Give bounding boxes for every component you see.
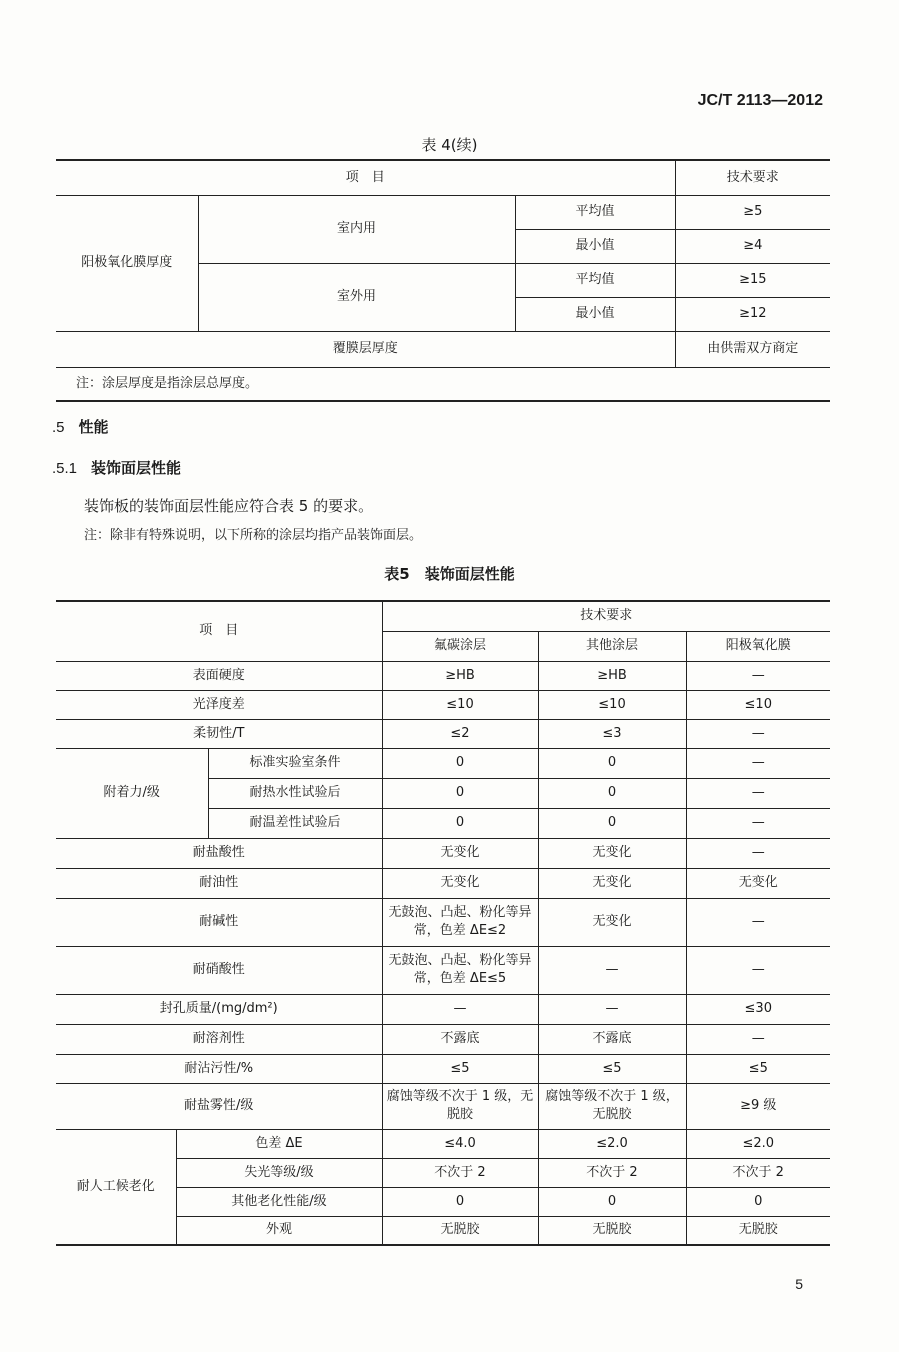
section-heading-5-1 <box>52 457 181 478</box>
table5-cell: — <box>686 1024 830 1054</box>
row-label: 光泽度差 <box>56 690 382 719</box>
table4-cell: ≥15 <box>675 263 830 297</box>
table4-cell: ≥4 <box>675 229 830 263</box>
table5-cell: 无变化 <box>686 868 830 898</box>
table4-film-label: 覆膜层厚度 <box>56 331 675 367</box>
table5-cell: — <box>538 994 686 1024</box>
table5-cell: 0 <box>382 748 538 778</box>
standard-number: JC/T 2113—2012 <box>697 92 823 109</box>
table5-cell: — <box>686 719 830 748</box>
table4-head-item: 项 目 <box>56 160 675 195</box>
table4-anod-label: 阳极氧化膜厚度 <box>56 195 198 331</box>
table5-cell: 腐蚀等级不次于 1 级，无脱胶 <box>382 1083 538 1129</box>
table5-cell: 0 <box>538 808 686 838</box>
row-label: 耐碱性 <box>56 898 382 946</box>
table5-cell: — <box>686 946 830 994</box>
table5-cell: — <box>686 808 830 838</box>
sub-label: 外观 <box>176 1216 382 1245</box>
section-number: .5 <box>52 419 65 436</box>
table-row <box>56 1024 830 1054</box>
table4-film-value: 由供需双方商定 <box>675 331 830 367</box>
table5-cell: 不次于 2 <box>686 1158 830 1187</box>
table-row <box>56 898 830 946</box>
table5-cell: ≤4.0 <box>382 1129 538 1158</box>
table5-head-col: 阳极氧化膜 <box>686 631 830 661</box>
table5-cell: 不次于 2 <box>538 1158 686 1187</box>
table-row <box>56 1083 830 1129</box>
table5-cell: 无变化 <box>538 838 686 868</box>
row-label: 柔韧性/T <box>56 719 382 748</box>
table5-cell: 不露底 <box>382 1024 538 1054</box>
table-row <box>56 994 830 1024</box>
table5-cell: 无变化 <box>538 898 686 946</box>
table5-head-item: 项 目 <box>56 601 382 661</box>
table5-cell: ≤5 <box>538 1054 686 1083</box>
table4-cell: 平均值 <box>515 263 675 297</box>
table4 <box>56 159 830 402</box>
table5 <box>56 600 830 1246</box>
table5-head-col: 其他涂层 <box>538 631 686 661</box>
table5-cell: — <box>382 994 538 1024</box>
table5-cell: — <box>686 898 830 946</box>
table5-cell: 0 <box>382 1187 538 1216</box>
table5-cell: ≥HB <box>538 661 686 690</box>
sub-label: 标准实验室条件 <box>208 748 382 778</box>
row-label: 耐油性 <box>56 868 382 898</box>
table-row <box>56 946 830 994</box>
table4-cell: 最小值 <box>515 297 675 331</box>
table5-cell: ≤2 <box>382 719 538 748</box>
table4-note: 注：涂层厚度是指涂层总厚度。 <box>56 367 830 401</box>
table5-cell: 无脱胶 <box>538 1216 686 1245</box>
table5-cell: 无变化 <box>382 838 538 868</box>
row-label: 表面硬度 <box>56 661 382 690</box>
table5-cell: 无脱胶 <box>382 1216 538 1245</box>
aging-label: 耐人工候老化 <box>56 1129 176 1245</box>
table5-cell: ≤30 <box>686 994 830 1024</box>
section-note: 注：除非有特殊说明，以下所称的涂层均指产品装饰面层。 <box>84 528 423 543</box>
table5-cell: 0 <box>382 808 538 838</box>
row-label: 耐溶剂性 <box>56 1024 382 1054</box>
row-label: 耐盐酸性 <box>56 838 382 868</box>
table5-cell: 不次于 2 <box>382 1158 538 1187</box>
table5-cell: ≥HB <box>382 661 538 690</box>
table5-cell: 0 <box>538 1187 686 1216</box>
table5-cell: 无变化 <box>382 868 538 898</box>
table5-cell: ≤5 <box>686 1054 830 1083</box>
table4-caption: 表 4(续) <box>421 136 478 154</box>
table5-cell: — <box>686 778 830 808</box>
table5-cell: ≤2.0 <box>538 1129 686 1158</box>
table4-group-outdoor: 室外用 <box>198 263 515 331</box>
table5-cell: 无变化 <box>538 868 686 898</box>
sub-label: 耐热水性试验后 <box>208 778 382 808</box>
table5-cell: 无鼓泡、凸起、粉化等异常，色差 ΔE≤2 <box>382 898 538 946</box>
table5-cell: — <box>686 661 830 690</box>
adhesion-label: 附着力/级 <box>56 748 208 838</box>
section-heading-5 <box>52 416 109 437</box>
table-row <box>56 748 830 778</box>
row-label: 耐硝酸性 <box>56 946 382 994</box>
table5-cell: 腐蚀等级不次于 1 级，无脱胶 <box>538 1083 686 1129</box>
row-label: 耐盐雾性/级 <box>56 1083 382 1129</box>
body-paragraph: 装饰板的装饰面层性能应符合表 5 的要求。 <box>84 497 374 515</box>
table5-cell: 0 <box>538 748 686 778</box>
table5-cell: ≥9 级 <box>686 1083 830 1129</box>
table-row <box>56 1054 830 1083</box>
table5-cell: 0 <box>382 778 538 808</box>
row-label: 封孔质量/(mg/dm²) <box>56 994 382 1024</box>
table5-cell: ≤3 <box>538 719 686 748</box>
table-row <box>56 690 830 719</box>
table4-group-indoor: 室内用 <box>198 195 515 263</box>
sub-label: 耐温差性试验后 <box>208 808 382 838</box>
table5-caption: 表5 装饰面层性能 <box>384 565 515 583</box>
table-row <box>56 838 830 868</box>
table5-cell: 无鼓泡、凸起、粉化等异常，色差 ΔE≤5 <box>382 946 538 994</box>
table4-head-req: 技术要求 <box>675 160 830 195</box>
sub-label: 失光等级/级 <box>176 1158 382 1187</box>
table5-cell: — <box>686 748 830 778</box>
table5-cell: 无脱胶 <box>686 1216 830 1245</box>
table5-cell: 不露底 <box>538 1024 686 1054</box>
table5-cell: 0 <box>686 1187 830 1216</box>
table5-cell: 0 <box>538 778 686 808</box>
table4-cell: 最小值 <box>515 229 675 263</box>
section-title: 装饰面层性能 <box>91 459 182 477</box>
sub-label: 其他老化性能/级 <box>176 1187 382 1216</box>
sub-label: 色差 ΔE <box>176 1129 382 1158</box>
table5-cell: ≤10 <box>686 690 830 719</box>
table-row <box>56 661 830 690</box>
table5-cell: ≤5 <box>382 1054 538 1083</box>
table4-cell: ≥12 <box>675 297 830 331</box>
table5-head-col: 氟碳涂层 <box>382 631 538 661</box>
table5-cell: ≤10 <box>382 690 538 719</box>
table5-cell: — <box>686 838 830 868</box>
table5-head-req: 技术要求 <box>382 601 830 631</box>
row-label: 耐沾污性/% <box>56 1054 382 1083</box>
table5-cell: — <box>538 946 686 994</box>
table-row <box>56 868 830 898</box>
table4-cell: 平均值 <box>515 195 675 229</box>
table-row <box>56 1129 830 1158</box>
table4-cell: ≥5 <box>675 195 830 229</box>
table-row <box>56 719 830 748</box>
section-title: 性能 <box>78 418 109 436</box>
page-number: 5 <box>795 1276 803 1292</box>
table5-cell: ≤10 <box>538 690 686 719</box>
section-number: .5.1 <box>52 460 78 477</box>
table5-cell: ≤2.0 <box>686 1129 830 1158</box>
